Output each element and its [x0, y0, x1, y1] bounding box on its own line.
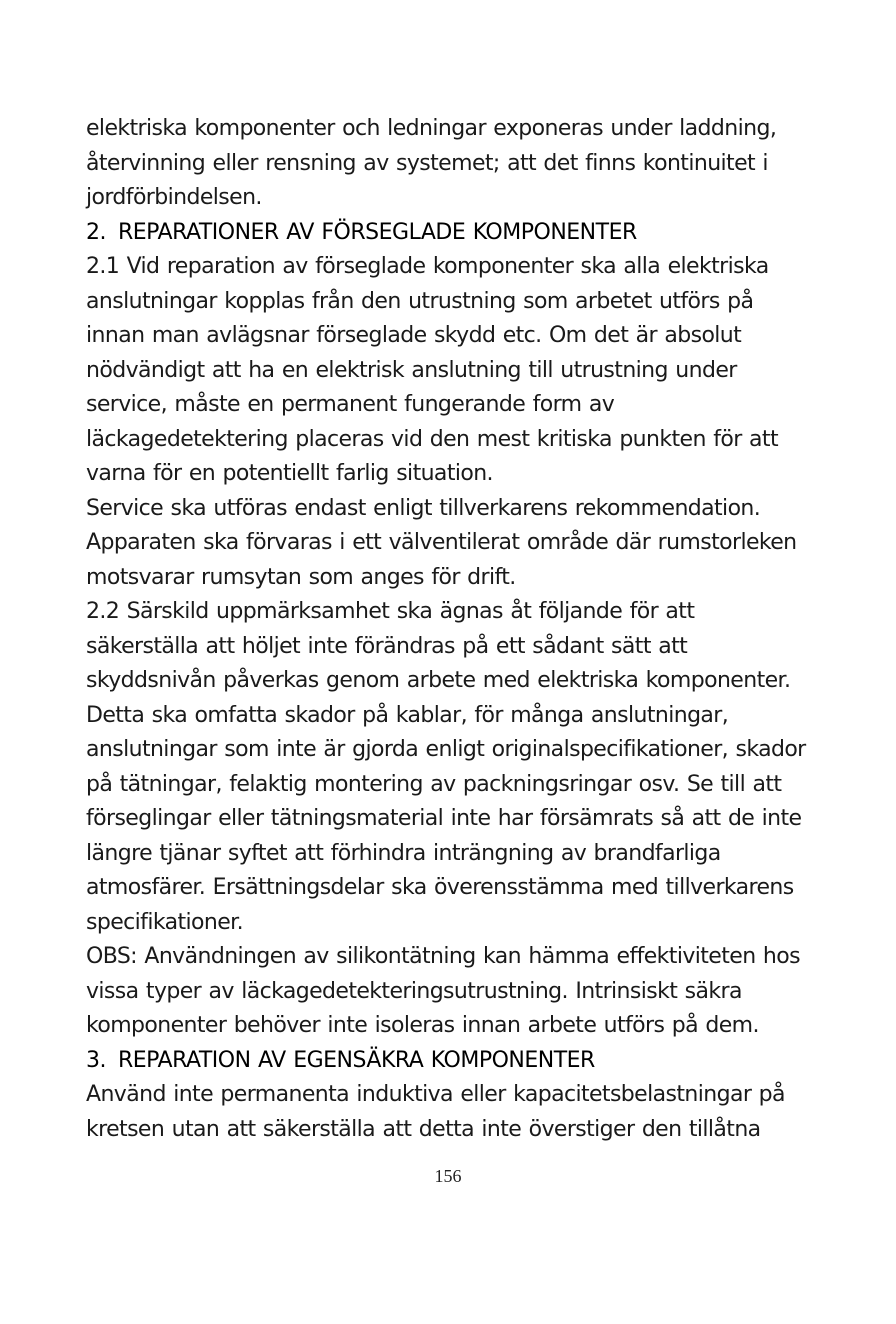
body-line: varna för en potentiellt farlig situation.: [86, 461, 493, 486]
body-line: motsvarar rumsytan som anges för drift.: [86, 564, 516, 590]
body-line: vissa typer av läckagedetekteringsutrustning. Intrinsiskt säkra: [86, 978, 742, 1004]
document-page: [86, 112, 831, 1147]
section-title: REPARATIONER AV FÖRSEGLADE KOMPONENTER: [118, 219, 637, 245]
body-line: längre tjänar syftet att förhindra inträngning av brandfarliga: [86, 840, 721, 866]
body-line: läckagedetektering placeras vid den mest kritiska punkten för att: [86, 426, 778, 452]
body-line: OBS: Användningen av silikontätning kan hämma effektiviteten hos: [86, 944, 801, 969]
body-line: anslutningar kopplas från den utrustning som arbetet utförs på: [86, 288, 754, 314]
body-line: service, måste en permanent fungerande form av: [86, 392, 615, 417]
body-line: atmosfärer. Ersättningsdelar ska överensstämma med tillverkarens: [86, 875, 794, 900]
body-line: Service ska utföras endast enligt tillverkarens rekommendation.: [86, 495, 761, 521]
body-line: Använd inte permanenta induktiva eller kapacitetsbelastningar på: [86, 1082, 785, 1107]
section-number: 2.: [86, 219, 106, 245]
body-line: återvinning eller rensning av systemet; att det finns kontinuitet i: [86, 150, 768, 176]
body-line: skyddsnivån påverkas genom arbete med elektriska komponenter.: [86, 668, 791, 693]
body-line: specifikationer.: [86, 909, 243, 935]
body-line: förseglingar eller tätningsmaterial inte har försämrats så att de inte: [86, 806, 802, 831]
body-line: 2.1 Vid reparation av förseglade komponenter ska alla elektriska: [86, 254, 769, 279]
body-line: innan man avlägsnar förseglade skydd etc. Om det är absolut: [86, 323, 742, 348]
body-line: jordförbindelsen.: [86, 185, 262, 210]
body-line: på tätningar, felaktig montering av packningsringar osv. Se till att: [86, 771, 782, 797]
section-heading-3: [86, 1044, 831, 1079]
body-line: Detta ska omfatta skador på kablar, för många anslutningar,: [86, 702, 729, 728]
section-title: REPARATION AV EGENSÄKRA KOMPONENTER: [118, 1047, 595, 1073]
section-heading-2: [86, 216, 831, 251]
body-line: säkerställa att höljet inte förändras på ett sådant sätt att: [86, 633, 688, 659]
body-line: kretsen utan att säkerställa att detta inte överstiger den tillåtna: [86, 1116, 761, 1142]
body-line: 2.2 Särskild uppmärksamhet ska ägnas åt följande för att: [86, 599, 695, 624]
section-number: 3.: [86, 1047, 106, 1073]
page-number: 156: [434, 1166, 462, 1186]
body-line: elektriska komponenter och ledningar exponeras under laddning,: [86, 116, 777, 141]
body-line: komponenter behöver inte isoleras innan arbete utförs på dem.: [86, 1013, 759, 1038]
body-line: anslutningar som inte är gjorda enligt originalspecifikationer, skador: [86, 737, 806, 762]
body-line: nödvändigt att ha en elektrisk anslutning till utrustning under: [86, 357, 737, 383]
body-line: Apparaten ska förvaras i ett välventilerat område där rumstorleken: [86, 530, 797, 555]
